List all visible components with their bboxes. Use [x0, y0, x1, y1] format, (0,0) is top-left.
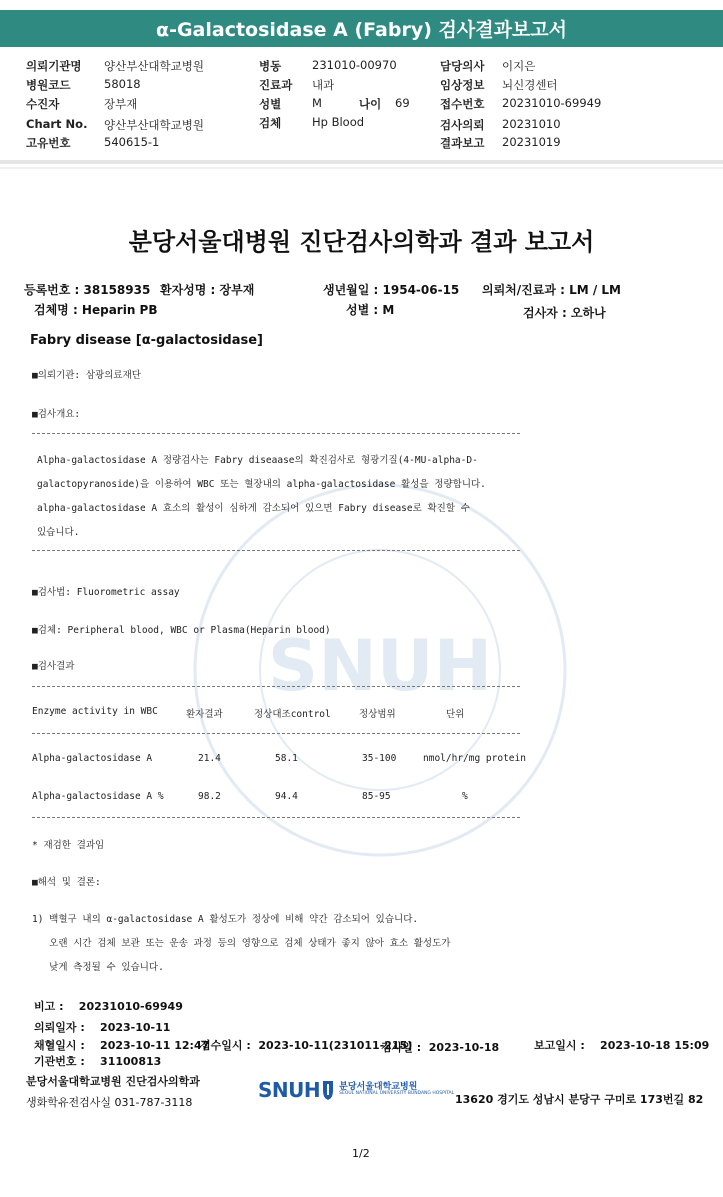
- value-ward: 231010-00970: [312, 58, 397, 72]
- snuh-logo: [258, 1078, 454, 1102]
- label-examinee: 수진자: [26, 97, 60, 111]
- label-sex: 성별: [259, 97, 282, 111]
- dashed-divider: [32, 686, 520, 687]
- date-of-birth: 생년월일 : 1954-06-15: [323, 283, 460, 297]
- value-test-request: 20231010: [502, 117, 561, 131]
- value-requesting-institution: 양산부산대학교병원: [104, 59, 204, 73]
- dashed-divider: [32, 817, 520, 818]
- label-age: 나이: [359, 97, 382, 111]
- table-row-unit: nmol/hr/mg protein: [423, 753, 526, 764]
- page-number: 1/2: [352, 1147, 370, 1160]
- table-row-patient-value: 98.2: [198, 791, 221, 802]
- overview-line: alpha-galactosidase A 효소의 활성이 심하게 감소되어 있으면 Fabry disease로 확진할 수: [37, 503, 470, 514]
- specimen-type: ■검체: Peripheral blood, WBC or Plasma(Heparin blood): [32, 625, 331, 636]
- institution-number: 기관번호 : 31100813: [34, 1055, 162, 1068]
- patient-name: 환자성명 : 장부재: [160, 283, 255, 297]
- snuh-logo-text: SNUH: [258, 1078, 321, 1102]
- table-header-normal-range: 정상범위: [359, 709, 396, 720]
- test-date: 검사일 : 2023-10-18: [381, 1041, 500, 1054]
- label-clinical-info: 임상정보: [440, 78, 485, 92]
- table-row-normal-range: 85-95: [362, 791, 391, 802]
- svg-text:SNUH: SNUH: [267, 625, 493, 707]
- label-requesting-institution: 의뢰기관명: [26, 59, 82, 73]
- label-receipt-no: 접수번호: [440, 97, 485, 111]
- value-hospital-code: 58018: [104, 77, 141, 91]
- header-divider-shadow: [0, 167, 723, 169]
- label-unique-no: 고유번호: [26, 136, 71, 150]
- label-specimen: 검체: [259, 116, 282, 130]
- label-result-report: 결과보고: [440, 136, 485, 150]
- value-receipt-no: 20231010-69949: [502, 96, 602, 110]
- overview-line: 있습니다.: [37, 527, 80, 538]
- value-unique-no: 540615-1: [104, 135, 160, 149]
- footer-lab-phone: 생화학유전검사실 031-787-3118: [26, 1096, 193, 1109]
- table-row-patient-value: 21.4: [198, 753, 221, 764]
- value-doctor: 이지은: [502, 59, 536, 73]
- table-row-name: Alpha-galactosidase A: [32, 753, 153, 764]
- label-doctor: 담당의사: [440, 59, 485, 73]
- overview-line: Alpha-galactosidase A 정량검사는 Fabry diseaase의 확진검사로 형광기질(4-MU-alpha-D-: [37, 455, 478, 466]
- requesting-department: 의뢰처/진료과 : LM / LM: [482, 283, 622, 297]
- tester-name: 검사자 : 오하나: [523, 306, 606, 320]
- value-age: 69: [395, 96, 410, 110]
- table-row-control-value: 58.1: [275, 753, 298, 764]
- request-date: 의뢰일자 : 2023-10-11: [34, 1021, 171, 1034]
- report-datetime: 보고일시 : 2023-10-18 15:09: [534, 1039, 710, 1052]
- remarks: 비고 : 20231010-69949: [34, 1000, 183, 1013]
- interpretation-line: 낮게 측정될 수 있습니다.: [32, 962, 164, 973]
- report-title-bar: [0, 10, 723, 47]
- recheck-note: * 재검한 결과임: [32, 840, 105, 851]
- snuh-watermark-seal: [180, 470, 580, 870]
- value-chart-no: 양산부산대학교병원: [104, 118, 204, 132]
- section-title: Fabry disease [α-galactosidase]: [30, 333, 263, 348]
- dashed-divider: [32, 433, 520, 434]
- label-chart-no: Chart No.: [26, 117, 88, 131]
- collection-datetime: 채혈일시 : 2023-10-11 12:47: [34, 1039, 210, 1052]
- table-row-unit: %: [462, 791, 468, 802]
- value-examinee: 장부재: [104, 97, 138, 111]
- results-heading: ■검사결과: [32, 661, 75, 672]
- interpretation-line: 오랜 시간 검체 보관 또는 운송 과정 등의 영향으로 검체 상태가 좋지 않아 효소 활성도가: [32, 938, 451, 949]
- lab-report-title: 분당서울대병원 진단검사의학과 결과 보고서: [128, 228, 595, 256]
- table-header-unit: 단위: [446, 709, 465, 720]
- snuh-emblem-icon: [321, 1079, 335, 1101]
- value-clinical-info: 뇌신경센터: [502, 78, 558, 92]
- header-divider: [0, 160, 723, 164]
- patient-sex: 성별 : M: [346, 303, 395, 317]
- value-department: 내과: [312, 78, 335, 92]
- snuh-logo-korean: 분당서울대학교병원 SEOUL NATIONAL UNIVERSITY BUNDANG HOSPITAL: [339, 1081, 455, 1097]
- requesting-lab: ■의뢰기관: 삼광의료재단: [32, 370, 141, 381]
- table-row-name: Alpha-galactosidase A %: [32, 791, 164, 802]
- table-header-patient-result: 환자결과: [186, 709, 223, 720]
- label-hospital-code: 병원코드: [26, 78, 71, 92]
- dashed-divider: [32, 550, 520, 551]
- overview-heading: ■검사개요:: [32, 409, 81, 420]
- value-specimen: Hp Blood: [312, 115, 365, 129]
- footer-address: 13620 경기도 성남시 분당구 구미로 173번길 82: [455, 1093, 704, 1106]
- label-ward: 병동: [259, 59, 282, 73]
- interpretation-line: 1) 백혈구 내의 α-galactosidase A 활성도가 정상에 비해 약간 감소되어 있습니다.: [32, 914, 419, 925]
- table-row-control-value: 94.4: [275, 791, 298, 802]
- value-result-report: 20231019: [502, 135, 561, 149]
- footer-department: 분당서울대학교병원 진단검사의학과: [26, 1075, 200, 1088]
- label-department: 진료과: [259, 78, 293, 92]
- table-header-enzyme: Enzyme activity in WBC: [32, 706, 158, 717]
- report-main-title: α-Galactosidase A (Fabry) 검사결과보고서: [156, 19, 567, 41]
- interpretation-heading: ■해석 및 결론:: [32, 877, 101, 888]
- table-header-control: 정상대조control: [254, 709, 331, 720]
- specimen-name: 검체명 : Heparin PB: [34, 303, 158, 317]
- label-test-request: 검사의뢰: [440, 118, 485, 132]
- value-sex: M: [312, 96, 322, 110]
- overview-line: galactopyranoside)을 이용하여 WBC 또는 혈장내의 alpha-galactosidase 활성을 정량합니다.: [37, 479, 486, 490]
- receipt-datetime: 접수일시 : 2023-10-11(231011-215): [200, 1039, 413, 1052]
- registration-number: 등록번호 : 38158935: [24, 283, 151, 297]
- test-method: ■검사법: Fluorometric assay: [32, 587, 180, 598]
- table-row-normal-range: 35-100: [362, 753, 397, 764]
- dashed-divider: [32, 733, 520, 734]
